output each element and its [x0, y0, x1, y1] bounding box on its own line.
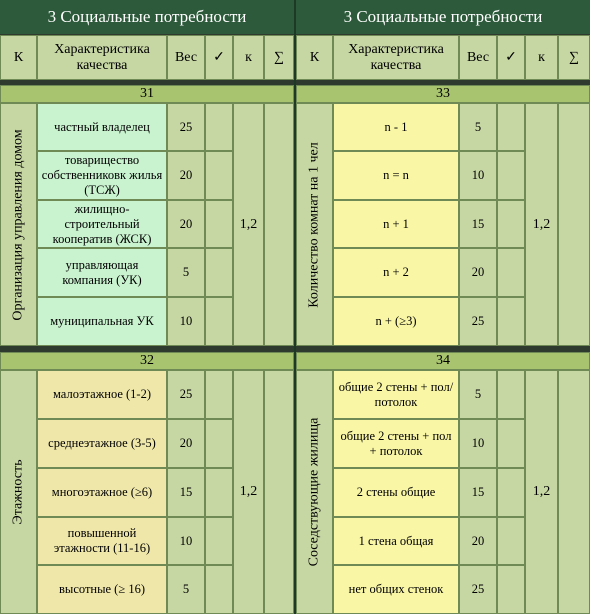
header-check: ✓	[205, 35, 233, 80]
option-label: жилищно-строительный кооператив (ЖСК)	[37, 200, 167, 248]
group-label-text: Этажность	[10, 459, 26, 525]
header-k: К	[296, 35, 333, 80]
check-cell[interactable]	[205, 297, 233, 346]
header-kappa: к	[525, 35, 558, 80]
group-label	[296, 103, 333, 346]
option-label: общие 2 стены + пол + потолок	[333, 419, 459, 468]
option-label: муниципальная УК	[37, 297, 167, 346]
check-cell[interactable]	[497, 103, 525, 151]
option-label: малоэтажное (1-2)	[37, 370, 167, 419]
weight-value: 5	[167, 565, 205, 614]
group-label	[0, 103, 37, 346]
header-sum: ∑	[558, 35, 590, 80]
weight-value: 20	[459, 248, 497, 297]
kappa-value: 1,2	[525, 103, 558, 346]
check-cell[interactable]	[497, 419, 525, 468]
group-label-text: Соседствующие жилища	[306, 417, 322, 567]
weight-value: 5	[459, 103, 497, 151]
check-cell[interactable]	[205, 565, 233, 614]
sum-cell	[558, 370, 590, 614]
weight-value: 25	[167, 103, 205, 151]
group-label-text: Организация управления домом	[10, 128, 26, 321]
kappa-value: 1,2	[233, 370, 264, 614]
check-cell[interactable]	[497, 297, 525, 346]
section-number: 34	[296, 352, 590, 370]
weight-value: 25	[459, 565, 497, 614]
header-characteristic: Характеристика качества	[37, 35, 167, 80]
kappa-value: 1,2	[525, 370, 558, 614]
option-label: повышенной этажности (11-16)	[37, 517, 167, 565]
header-weight: Вес	[459, 35, 497, 80]
option-label: n = n	[333, 151, 459, 200]
check-cell[interactable]	[497, 468, 525, 517]
group-label	[0, 370, 37, 614]
kappa-value: 1,2	[233, 103, 264, 346]
panel-title: 3 Социальные потребности	[296, 0, 590, 34]
weight-value: 15	[167, 468, 205, 517]
sum-cell	[558, 103, 590, 346]
header-weight: Вес	[167, 35, 205, 80]
weight-value: 25	[167, 370, 205, 419]
weight-value: 5	[459, 370, 497, 419]
check-cell[interactable]	[205, 151, 233, 200]
check-cell[interactable]	[205, 370, 233, 419]
sum-cell	[264, 370, 294, 614]
weight-value: 5	[167, 248, 205, 297]
weight-value: 15	[459, 468, 497, 517]
panel-title: 3 Социальные потребности	[0, 0, 294, 34]
weight-value: 15	[459, 200, 497, 248]
weight-value: 10	[167, 517, 205, 565]
right-panel	[296, 0, 590, 614]
section-number: 32	[0, 352, 294, 370]
section-number: 31	[0, 85, 294, 103]
header-characteristic: Характеристика качества	[333, 35, 459, 80]
option-label: частный владелец	[37, 103, 167, 151]
check-cell[interactable]	[205, 517, 233, 565]
check-cell[interactable]	[497, 151, 525, 200]
option-label: n + 1	[333, 200, 459, 248]
header-sum: ∑	[264, 35, 294, 80]
header-kappa: к	[233, 35, 264, 80]
left-panel	[0, 0, 294, 614]
header-k: К	[0, 35, 37, 80]
weight-value: 20	[167, 151, 205, 200]
weight-value: 25	[459, 297, 497, 346]
option-label: n - 1	[333, 103, 459, 151]
sum-cell	[264, 103, 294, 346]
option-label: 1 стена общая	[333, 517, 459, 565]
weight-value: 10	[459, 419, 497, 468]
weight-value: 20	[167, 200, 205, 248]
option-label: многоэтажное (≥6)	[37, 468, 167, 517]
check-cell[interactable]	[497, 517, 525, 565]
group-label	[296, 370, 333, 614]
check-cell[interactable]	[205, 468, 233, 517]
check-cell[interactable]	[205, 103, 233, 151]
check-cell[interactable]	[205, 419, 233, 468]
weight-value: 10	[459, 151, 497, 200]
option-label: общие 2 стены + пол/ потолок	[333, 370, 459, 419]
check-cell[interactable]	[497, 248, 525, 297]
option-label: n + (≥3)	[333, 297, 459, 346]
option-label: высотные (≥ 16)	[37, 565, 167, 614]
check-cell[interactable]	[205, 248, 233, 297]
check-cell[interactable]	[497, 200, 525, 248]
check-cell[interactable]	[497, 370, 525, 419]
option-label: n + 2	[333, 248, 459, 297]
option-label: товарищество собственниковк жилья (ТСЖ)	[37, 151, 167, 200]
weight-value: 20	[459, 517, 497, 565]
option-label: нет общих стенок	[333, 565, 459, 614]
header-check: ✓	[497, 35, 525, 80]
option-label: управляющая компания (УК)	[37, 248, 167, 297]
option-label: среднеэтажное (3-5)	[37, 419, 167, 468]
option-label: 2 стены общие	[333, 468, 459, 517]
group-label-text: Количество комнат на 1 чел	[306, 141, 322, 308]
weight-value: 10	[167, 297, 205, 346]
check-cell[interactable]	[205, 200, 233, 248]
weight-value: 20	[167, 419, 205, 468]
section-number: 33	[296, 85, 590, 103]
check-cell[interactable]	[497, 565, 525, 614]
